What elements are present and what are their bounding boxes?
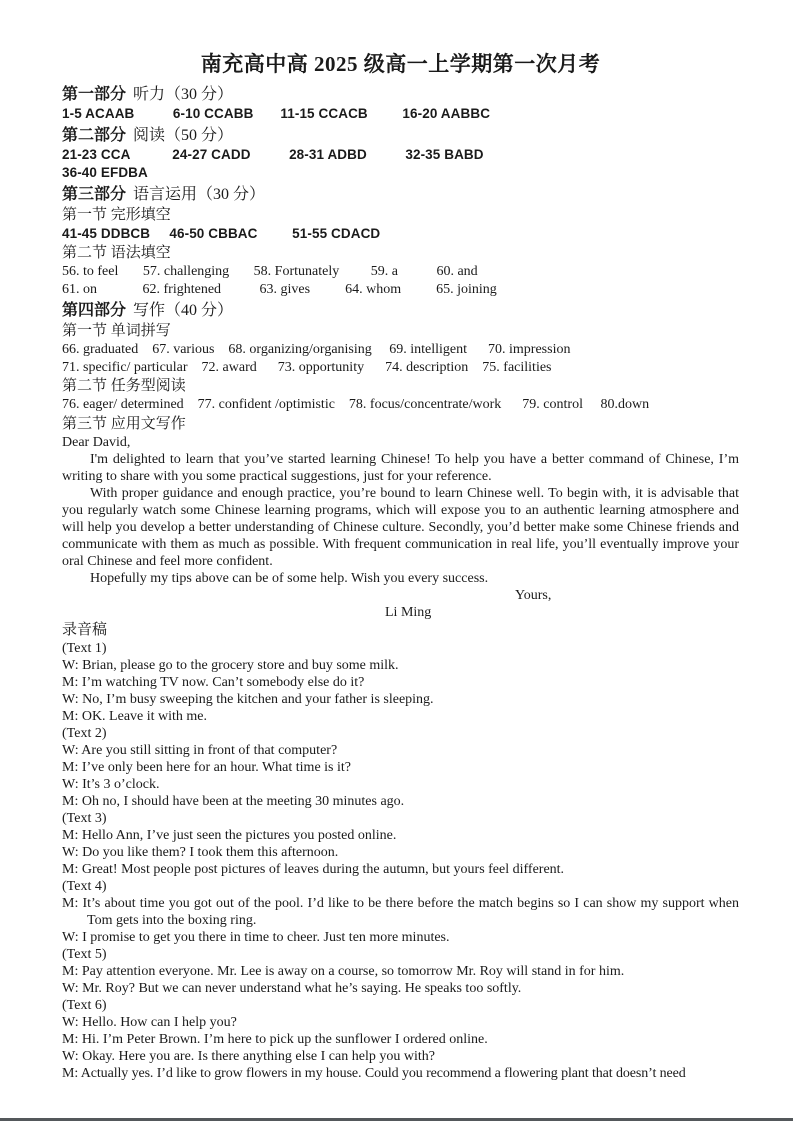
text-line: W: Do you like them? I took them this afternoon. — [62, 844, 339, 860]
text-line: Hopefully my tips above can be of some help. Wish you every success. — [90, 570, 489, 586]
text-line: W: No, I’m busy sweeping the kitchen and your father is sleeping. — [62, 691, 434, 707]
part-title-label: 阅读（50 分） — [133, 127, 234, 144]
letter-paragraph: With proper guidance and enough practice, you’re bound to learn Chinese well. To begin with, it is advisable that you regularly watch some Chinese learning programs, which will expose you to an authentic learning atmosphere and will help you develop a better understanding of Chinese culture. Secondly, you’d better make some Chinese friends and communicate with them as much as possible. With frequent communication in real life, you’ll eventually improve your oral Chinese and feel more confident. — [62, 485, 739, 569]
signature-line: Yours, — [515, 587, 552, 603]
text-line: (Text 3) — [62, 810, 107, 826]
text-line: (Text 4) — [62, 878, 107, 894]
document-body — [62, 84, 739, 1082]
section-header: 第二节 任务型阅读 — [62, 378, 186, 394]
fill-answer-row: 56. to feel 57. challenging 58. Fortunately 59. a 60. and — [62, 264, 478, 279]
part-number-label: 第三部分 — [62, 186, 127, 203]
answer-row: 41-45 DDBCB 46-50 CBBAC 51-55 CDACD — [62, 226, 381, 241]
transcript-heading: 录音稿 — [62, 621, 108, 638]
text-line: (Text 2) — [62, 725, 107, 741]
fill-answer-row: 76. eager/ determined 77. confident /optimistic 78. focus/concentrate/work 79. control 80.down — [62, 397, 650, 412]
part-header — [62, 300, 739, 321]
part-title-label: 写作（40 分） — [133, 302, 234, 319]
text-line: W: Brian, please go to the grocery store and buy some milk. — [62, 657, 399, 673]
part-title-label: 语言运用（30 分） — [133, 186, 266, 203]
fill-answer-row: 66. graduated 67. various 68. organizing/organising 69. intelligent 70. impression — [62, 342, 571, 357]
answer-row: 36-40 EFDBA — [62, 165, 148, 180]
part-header — [62, 184, 739, 205]
text-line: M: Hello Ann, I’ve just seen the pictures you posted online. — [62, 827, 397, 843]
text-line: W: I promise to get you there in time to cheer. Just ten more minutes. — [62, 929, 450, 945]
part-header — [62, 125, 739, 146]
text-line: M: OK. Leave it with me. — [62, 708, 208, 724]
text-line: W: It’s 3 o’clock. — [62, 776, 160, 792]
text-line: M: Great! Most people post pictures of leaves during the autumn, but yours feel different. — [62, 861, 565, 877]
part-number-label: 第一部分 — [62, 86, 127, 103]
text-line: M: Hi. I’m Peter Brown. I’m here to pick up the sunflower I ordered online. — [62, 1031, 488, 1047]
page-bottom-rule — [0, 1118, 793, 1121]
part-number-label: 第二部分 — [62, 127, 127, 144]
text-line: M: Pay attention everyone. Mr. Lee is away on a course, so tomorrow Mr. Roy will stand in for him. — [62, 963, 625, 979]
section-header: 第一节 完形填空 — [62, 207, 171, 223]
transcript-line: M: It’s about time you got out of the pool. I’d like to be there before the match begins so I can show my support when Tom gets into the boxing ring. — [62, 895, 739, 928]
text-line: (Text 1) — [62, 640, 107, 656]
text-line: W: Are you still sitting in front of that computer? — [62, 742, 338, 758]
section-header: 第三节 应用文写作 — [62, 415, 186, 432]
text-line: M: Oh no, I should have been at the meeting 30 minutes ago. — [62, 793, 405, 809]
exam-title: 南充高中高 2025 级高一上学期第一次月考 — [200, 52, 601, 76]
letter-paragraph: I'm delighted to learn that you’ve started learning Chinese! To help you have a better command of Chinese, I’m writing to share with you some practical suggestions, just for your reference. — [62, 451, 739, 484]
fill-answer-row: 71. specific/ particular 72. award 73. opportunity 74. description 75. facilities — [62, 359, 552, 375]
text-line: (Text 5) — [62, 946, 107, 962]
signature-line: Li Ming — [385, 604, 432, 620]
answer-row: 21-23 CCA 24-27 CADD 28-31 ADBD 32-35 BABD — [62, 147, 484, 162]
text-line: Dear David, — [62, 434, 131, 450]
text-line: (Text 6) — [62, 997, 107, 1013]
transcript-line: M: Actually yes. I’d like to grow flowers in my house. Could you recommend a flowering plant that doesn’t need — [62, 1065, 686, 1081]
part-header — [62, 84, 739, 105]
text-line: W: Mr. Roy? But we can never understand what he’s saying. He speaks too softly. — [62, 980, 522, 996]
section-header: 第一节 单词拼写 — [62, 323, 171, 339]
text-line: W: Okay. Here you are. Is there anything else I can help you with? — [62, 1048, 435, 1064]
text-line: W: Hello. How can I help you? — [62, 1014, 237, 1030]
text-line: M: I’ve only been here for an hour. What time is it? — [62, 759, 351, 775]
part-title-label: 听力（30 分） — [133, 86, 234, 103]
part-number-label: 第四部分 — [62, 302, 127, 319]
answer-row: 1-5 ACAAB 6-10 CCABB 11-15 CCACB 16-20 AABBC — [62, 106, 491, 121]
fill-answer-row: 61. on 62. frightened 63. gives 64. whom 65. joining — [62, 281, 497, 297]
text-line: M: I’m watching TV now. Can’t somebody else do it? — [62, 674, 365, 690]
section-header: 第二节 语法填空 — [62, 245, 171, 261]
